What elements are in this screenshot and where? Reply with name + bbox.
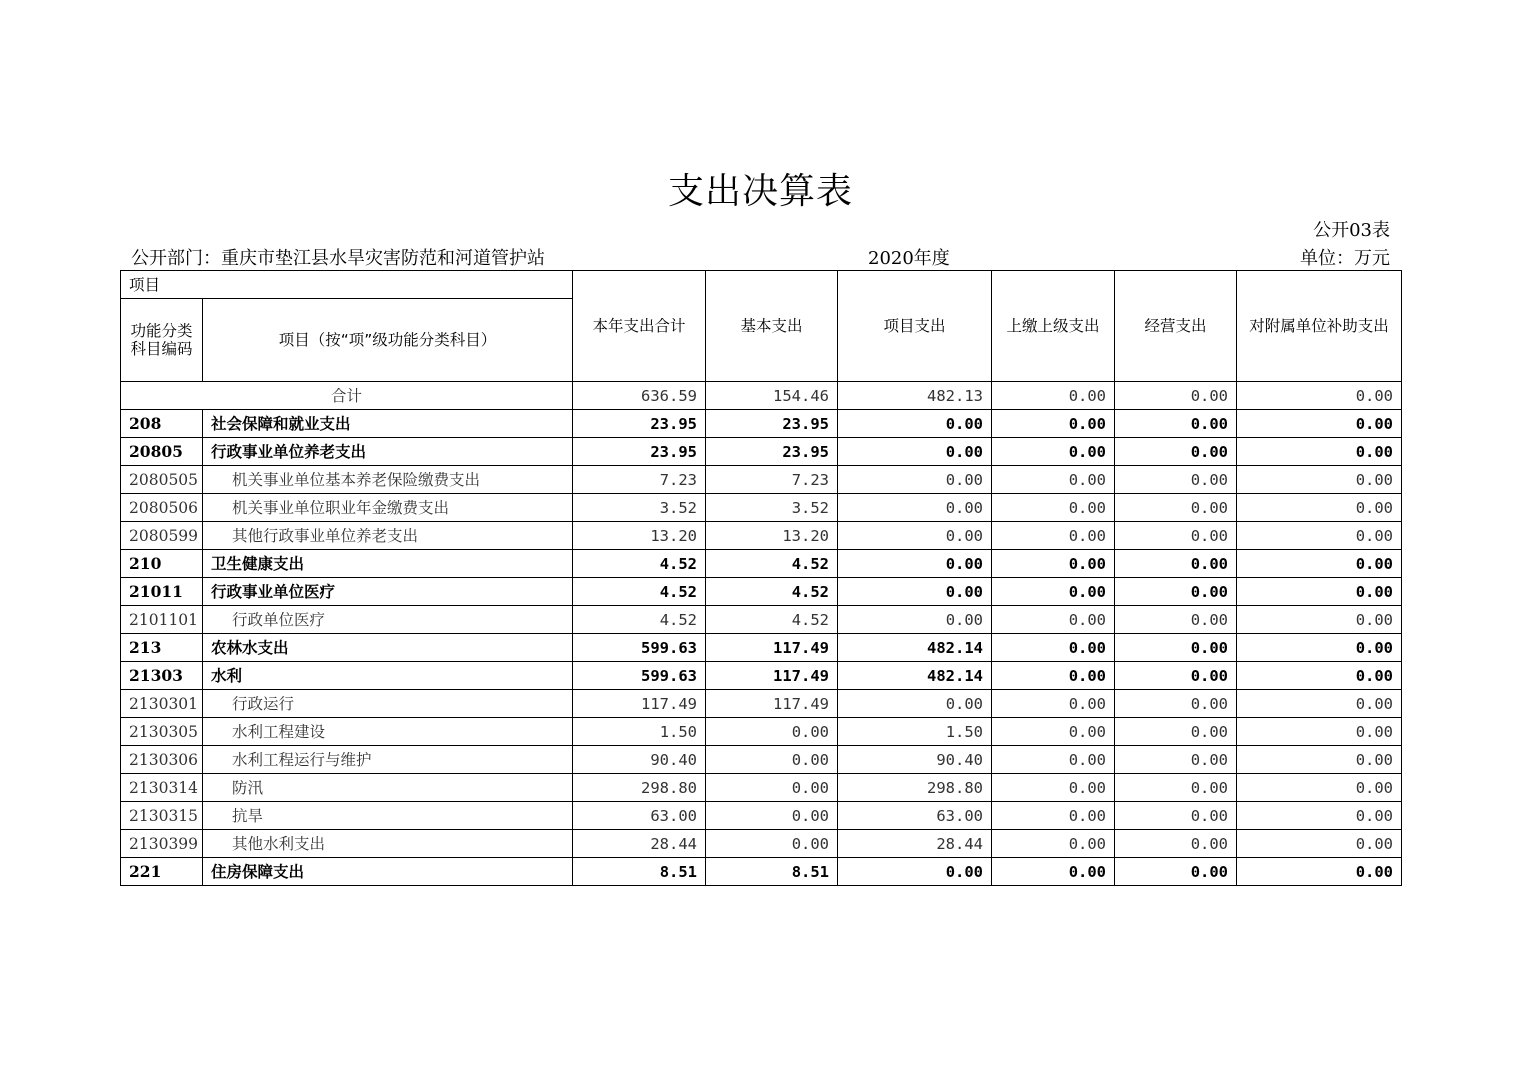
row-name: 水利: [203, 662, 573, 690]
row-total: 23.95: [573, 410, 706, 438]
row-name: 卫生健康支出: [203, 550, 573, 578]
table-row: [121, 718, 1402, 746]
row-code: 2130301: [121, 690, 203, 718]
row-total: 7.23: [573, 466, 706, 494]
row-upper: 0.00: [992, 606, 1115, 634]
header-business: 经营支出: [1115, 271, 1237, 382]
row-basic: 0.00: [706, 774, 838, 802]
department-label: 公开部门：重庆市垫江县水旱灾害防范和河道管护站: [131, 248, 545, 269]
row-code: 213: [121, 634, 203, 662]
row-business: 0.00: [1115, 578, 1237, 606]
row-code: 2080505: [121, 466, 203, 494]
row-basic: 117.49: [706, 634, 838, 662]
table-row: [121, 858, 1402, 886]
row-business: 0.00: [1115, 466, 1237, 494]
table-row: [121, 410, 1402, 438]
fiscal-year: 2020年度: [868, 248, 950, 269]
row-business: 0.00: [1115, 494, 1237, 522]
row-subsidy: 0.00: [1237, 410, 1402, 438]
row-code: 2130314: [121, 774, 203, 802]
table-row: [121, 494, 1402, 522]
row-subsidy: 0.00: [1237, 494, 1402, 522]
table-row: [121, 746, 1402, 774]
row-subsidy: 0.00: [1237, 438, 1402, 466]
row-total: 4.52: [573, 550, 706, 578]
row-business: 0.00: [1115, 438, 1237, 466]
row-subsidy: 0.00: [1237, 830, 1402, 858]
table-row: [121, 606, 1402, 634]
unit-label: 单位：万元: [1300, 248, 1390, 269]
row-business: 0.00: [1115, 606, 1237, 634]
row-name: 防汛: [203, 774, 573, 802]
row-business: 0.00: [1115, 830, 1237, 858]
row-business: 0.00: [1115, 858, 1237, 886]
row-total: 599.63: [573, 634, 706, 662]
row-name: 社会保障和就业支出: [203, 410, 573, 438]
row-basic: 117.49: [706, 662, 838, 690]
row-business: 0.00: [1115, 690, 1237, 718]
row-total: 13.20: [573, 522, 706, 550]
row-project: 0.00: [838, 466, 992, 494]
row-subsidy: 0.00: [1237, 606, 1402, 634]
row-name: 住房保障支出: [203, 858, 573, 886]
total-row: [121, 382, 1402, 410]
row-subsidy: 0.00: [1237, 746, 1402, 774]
table-row: [121, 438, 1402, 466]
row-basic: 7.23: [706, 466, 838, 494]
row-basic: 13.20: [706, 522, 838, 550]
row-project: 0.00: [838, 606, 992, 634]
expenditure-table: [120, 270, 1402, 886]
row-project: 0.00: [838, 858, 992, 886]
row-code: 21303: [121, 662, 203, 690]
row-basic: 4.52: [706, 578, 838, 606]
row-total: 4.52: [573, 606, 706, 634]
row-code: 2101101: [121, 606, 203, 634]
row-name: 行政事业单位养老支出: [203, 438, 573, 466]
total-upper: 0.00: [992, 382, 1115, 410]
row-basic: 23.95: [706, 438, 838, 466]
row-name: 机关事业单位基本养老保险缴费支出: [203, 466, 573, 494]
row-basic: 23.95: [706, 410, 838, 438]
row-project: 298.80: [838, 774, 992, 802]
row-project: 0.00: [838, 494, 992, 522]
row-name: 水利工程建设: [203, 718, 573, 746]
row-business: 0.00: [1115, 410, 1237, 438]
row-business: 0.00: [1115, 802, 1237, 830]
form-number: 公开03表: [1313, 220, 1390, 241]
row-upper: 0.00: [992, 634, 1115, 662]
row-total: 599.63: [573, 662, 706, 690]
row-upper: 0.00: [992, 494, 1115, 522]
row-total: 8.51: [573, 858, 706, 886]
row-subsidy: 0.00: [1237, 774, 1402, 802]
row-code: 221: [121, 858, 203, 886]
row-upper: 0.00: [992, 438, 1115, 466]
row-project: 1.50: [838, 718, 992, 746]
row-upper: 0.00: [992, 466, 1115, 494]
row-project: 0.00: [838, 690, 992, 718]
table-row: [121, 466, 1402, 494]
table-row: [121, 830, 1402, 858]
row-subsidy: 0.00: [1237, 578, 1402, 606]
row-total: 63.00: [573, 802, 706, 830]
header-total: 本年支出合计: [573, 271, 706, 382]
row-business: 0.00: [1115, 634, 1237, 662]
row-basic: 117.49: [706, 690, 838, 718]
row-code: 210: [121, 550, 203, 578]
row-basic: 8.51: [706, 858, 838, 886]
row-project: 90.40: [838, 746, 992, 774]
row-code: 2130399: [121, 830, 203, 858]
row-business: 0.00: [1115, 522, 1237, 550]
row-name: 行政事业单位医疗: [203, 578, 573, 606]
row-project: 63.00: [838, 802, 992, 830]
row-upper: 0.00: [992, 662, 1115, 690]
row-code: 2130315: [121, 802, 203, 830]
row-name: 行政单位医疗: [203, 606, 573, 634]
row-total: 298.80: [573, 774, 706, 802]
table-row: [121, 522, 1402, 550]
row-project: 482.14: [838, 634, 992, 662]
header-name: 项目（按“项”级功能分类科目）: [203, 299, 573, 382]
total-business: 0.00: [1115, 382, 1237, 410]
row-name: 其他行政事业单位养老支出: [203, 522, 573, 550]
row-subsidy: 0.00: [1237, 662, 1402, 690]
row-project: 28.44: [838, 830, 992, 858]
row-project: 0.00: [838, 438, 992, 466]
row-code: 208: [121, 410, 203, 438]
table-row: [121, 550, 1402, 578]
table-row: [121, 690, 1402, 718]
row-subsidy: 0.00: [1237, 690, 1402, 718]
row-total: 23.95: [573, 438, 706, 466]
row-subsidy: 0.00: [1237, 858, 1402, 886]
total-subsidy: 0.00: [1237, 382, 1402, 410]
row-total: 3.52: [573, 494, 706, 522]
row-basic: 4.52: [706, 550, 838, 578]
row-code: 2080506: [121, 494, 203, 522]
row-upper: 0.00: [992, 774, 1115, 802]
row-upper: 0.00: [992, 746, 1115, 774]
table-row: [121, 662, 1402, 690]
row-basic: 3.52: [706, 494, 838, 522]
row-total: 90.40: [573, 746, 706, 774]
row-total: 1.50: [573, 718, 706, 746]
total-label: 合计: [121, 382, 573, 410]
row-code: 20805: [121, 438, 203, 466]
row-subsidy: 0.00: [1237, 466, 1402, 494]
row-name: 行政运行: [203, 690, 573, 718]
row-business: 0.00: [1115, 746, 1237, 774]
row-upper: 0.00: [992, 522, 1115, 550]
table-row: [121, 578, 1402, 606]
row-upper: 0.00: [992, 410, 1115, 438]
row-upper: 0.00: [992, 550, 1115, 578]
header-subsidy: 对附属单位补助支出: [1237, 271, 1402, 382]
row-upper: 0.00: [992, 578, 1115, 606]
table-row: [121, 634, 1402, 662]
row-subsidy: 0.00: [1237, 802, 1402, 830]
row-basic: 0.00: [706, 718, 838, 746]
row-project: 482.14: [838, 662, 992, 690]
row-name: 其他水利支出: [203, 830, 573, 858]
header-code: 功能分类科目编码: [121, 299, 203, 382]
row-code: 2130305: [121, 718, 203, 746]
row-subsidy: 0.00: [1237, 550, 1402, 578]
table-row: [121, 802, 1402, 830]
row-business: 0.00: [1115, 662, 1237, 690]
row-code: 2080599: [121, 522, 203, 550]
row-name: 机关事业单位职业年金缴费支出: [203, 494, 573, 522]
row-upper: 0.00: [992, 690, 1115, 718]
page-title: 支出决算表: [667, 171, 853, 212]
row-code: 2130306: [121, 746, 203, 774]
row-subsidy: 0.00: [1237, 522, 1402, 550]
total-project: 482.13: [838, 382, 992, 410]
row-name: 农林水支出: [203, 634, 573, 662]
header-basic: 基本支出: [706, 271, 838, 382]
row-name: 水利工程运行与维护: [203, 746, 573, 774]
row-subsidy: 0.00: [1237, 634, 1402, 662]
row-upper: 0.00: [992, 802, 1115, 830]
total-total: 636.59: [573, 382, 706, 410]
row-name: 抗旱: [203, 802, 573, 830]
row-project: 0.00: [838, 410, 992, 438]
row-business: 0.00: [1115, 774, 1237, 802]
row-project: 0.00: [838, 578, 992, 606]
row-basic: 0.00: [706, 746, 838, 774]
row-upper: 0.00: [992, 830, 1115, 858]
row-total: 4.52: [573, 578, 706, 606]
row-business: 0.00: [1115, 718, 1237, 746]
row-basic: 0.00: [706, 802, 838, 830]
row-total: 28.44: [573, 830, 706, 858]
row-upper: 0.00: [992, 858, 1115, 886]
row-basic: 4.52: [706, 606, 838, 634]
row-total: 117.49: [573, 690, 706, 718]
header-project: 项目支出: [838, 271, 992, 382]
row-project: 0.00: [838, 550, 992, 578]
header-project-group: 项目: [121, 271, 573, 299]
total-basic: 154.46: [706, 382, 838, 410]
row-code: 21011: [121, 578, 203, 606]
row-project: 0.00: [838, 522, 992, 550]
row-subsidy: 0.00: [1237, 718, 1402, 746]
header-upper: 上缴上级支出: [992, 271, 1115, 382]
row-upper: 0.00: [992, 718, 1115, 746]
row-business: 0.00: [1115, 550, 1237, 578]
table-row: [121, 774, 1402, 802]
row-basic: 0.00: [706, 830, 838, 858]
